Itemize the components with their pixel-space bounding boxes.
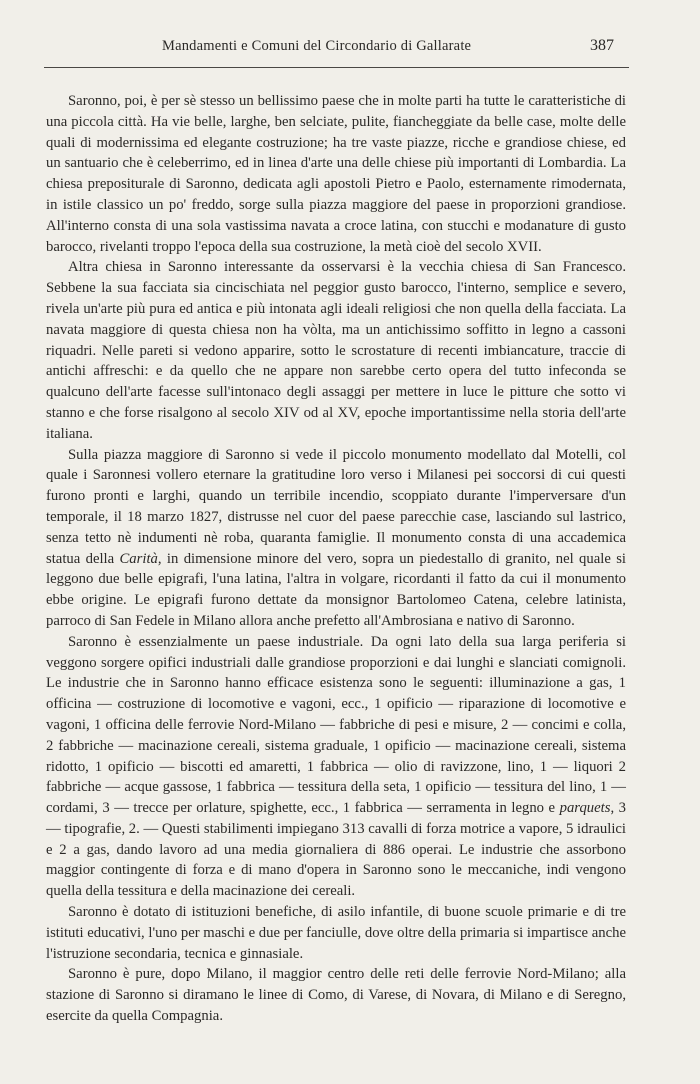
header-rule bbox=[44, 67, 629, 68]
paragraph-monument-part-1: Sulla piazza maggiore di Saronno si vede il piccolo monumento modellato dal Motelli, col quale i Saronnesi vollero eternare la gratitudine loro verso i Milanesi pei soccorsi di cui questi furono pronti e larghi, quando un terribile incendio, scoppiato durante l'imperversare d'un temporale, il 18 marzo 1827, distrusse nel cuor del paese parecchie case, lasciando sul lastrico, senza tetto nè indumenti nè roba, quaranta famiglie. Il monumento consta di una accademica statua della bbox=[46, 446, 626, 567]
paragraph-saronno-town: Saronno, poi, è per sè stesso un bellissimo paese che in molte parti ha tutte le caratteristiche di una piccola città. Ha vie belle, larghe, ben selciate, pulite, fiancheggiate da belle case, molte delle quali di modernissima ed elegante costruzione; ha tre vaste piazze, ricche e grandiose chiese, ed un santuario che è celeberrimo, ed in linea d'arte una delle chiese più importanti di Lombardia. La chiesa prepositurale di Saronno, dedicata agli apostoli Pietro e Paolo, esternamente rimodernata, in istile classico un po' freddo, sorge sulla piazza maggiore del paese in proporzioni grandiose. All'interno consta di una sola vastissima navata a croce latina, con stucchi e modanature di gusto barocco, rivelanti troppo l'epoca della sua costruzione, la metà cioè del secolo XVII. bbox=[46, 93, 626, 255]
page-header bbox=[0, 34, 700, 60]
paragraph-industries bbox=[46, 632, 626, 902]
paragraph-railways: Saronno è pure, dopo Milano, il maggior centro delle reti delle ferrovie Nord-Milano; alla stazione di Saronno si diramano le linee di Como, di Varese, di Novara, di Milano e di Seregno, esercite da quella Compagnia. bbox=[46, 966, 626, 1025]
paragraph-san-francesco: Altra chiesa in Saronno interessante da osservarsi è la vecchia chiesa di San Francesco. Sebbene la sua facciata sia cincischiata nel peggior gusto barocco, l'interno, semplice e severo, rivela un'arte più pura ed antica e più intonata agli ideali religiosi che non quella della facciata. La navata maggiore di questa chiesa non ha vòlta, ma un antichissimo soffitto in legno a cassoni riquadri. Nelle pareti si vedono apparire, sotto le scrostature di recenti imbiancature, traccie di antichi affreschi: e da quello che ne appare non sarebbe certo opera del tutto infeconda se qualcuno dell'arte facesse sull'intonaco degli assaggi per mettere in luce le pitture che sotto vi stanno e che forse risalgono al secolo XIV od al XV, epoche importantissime nella storia dell'arte italiana. bbox=[46, 259, 626, 442]
body-text bbox=[46, 91, 626, 1027]
paragraph-monument-italic: Carità bbox=[119, 550, 158, 567]
paragraph-monument bbox=[46, 445, 626, 632]
page-number: 387 bbox=[590, 37, 614, 54]
paragraph-institutions: Saronno è dotato di istituzioni benefiche, di asilo infantile, di buone scuole primarie e di tre istituti educativi, l'uno per maschi e due per fanciulle, dove oltre della primaria si impartisce anche l'istruzione secondaria, tecnica e ginnasiale. bbox=[46, 904, 626, 962]
running-title: Mandamenti e Comuni del Circondario di Gallarate bbox=[162, 38, 472, 54]
paragraph-industries-part-2: , 3 — tipografie, 2. — Questi stabilimenti impiegano 313 cavalli di forza motrice a vapore, 5 idraulici e 2 a gas, dando lavoro ad una media giornaliera di 886 operai. Le industrie che assorbono maggior contingente di forza e di mano d'opera in Saronno sono le meccaniche, indi vengono quella della tessitura e della macinazione dei cereali. bbox=[46, 800, 627, 900]
paragraph-monument-part-2: , in dimensione minore del vero, sopra un piedestallo di granito, nel quale si leggono due belle epigrafi, l'una latina, l'altra in volgare, ricordanti il fatto da cui il monumento ebbe origine. Le epigrafi furono dettate da monsignor Bartolomeo Catena, celebre latinista, parroco di San Fedele in Milano allora anche prefetto all'Ambrosiana e nativo di Saronno. bbox=[46, 550, 626, 629]
paragraph-industries-italic: parquets bbox=[559, 800, 611, 817]
paragraph-industries-part-1: Saronno è essenzialmente un paese industriale. Da ogni lato della sua larga periferia si veggono sorgere opifici industriali dalle grandiose proporzioni e dai lunghi e slanciati comignoli. Le industrie che in Saronno hanno efficace esistenza sono le seguenti: illuminazione a gas, 1 officina — costruzione di locomotive e vagoni, ecc., 1 opificio — riparazione di locomotive e vagoni, 1 officina delle ferrovie Nord-Milano — fabbriche di pesi e misure, 2 — concimi e colla, 2 fabbriche — macinazione cereali, sistema graduale, 1 opificio — macinazione cereali, sistema ridotto, 1 opificio — biscotti ed amaretti, 1 fabbrica — olio di ravizzone, lino, 1 — liquori 2 fabbriche — acque gassose, 1 fabbrica — tessitura della seta, 1 opificio — tessitura del lino, 1 — cordami, 3 — trecce per orlature, spighette, ecc., 1 fabbrica — serramenta in legno e bbox=[46, 633, 626, 817]
